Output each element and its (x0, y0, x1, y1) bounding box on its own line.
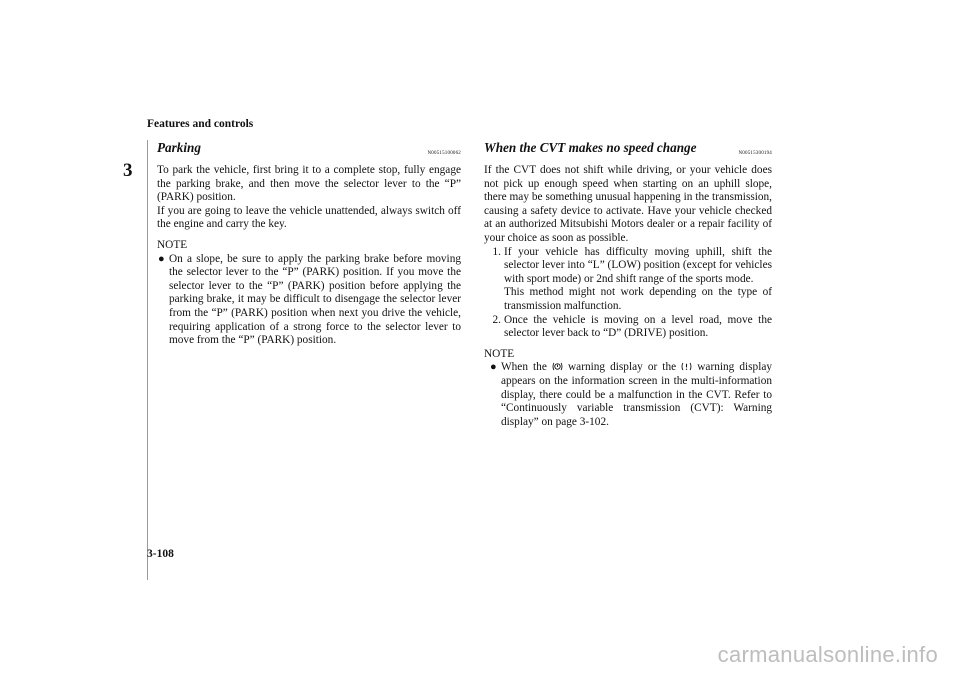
bullet-icon: ● (158, 252, 165, 265)
step-number: 2. (492, 313, 501, 326)
parking-title: Parking (157, 140, 201, 155)
step-extra-text: This method might not work depending on the type of transmission malfunction. (504, 286, 772, 312)
bullet-icon: ● (490, 361, 497, 374)
parking-section (157, 141, 461, 348)
note-bullet-item (484, 361, 772, 429)
chapter-tab-number: 3 (123, 160, 133, 181)
page-number: 3-108 (147, 548, 174, 560)
sidebar-divider (147, 140, 148, 580)
step-text: If your vehicle has difficulty moving uphill, shift the selector lever into “L” (LOW) position (except for vehicles with sport mode) or 2nd shift range of the sports mode. (504, 245, 772, 285)
parking-heading (157, 141, 461, 155)
parking-paragraph-2: If you are going to leave the vehicle unattended, always switch off the engine and carry the key. (157, 204, 461, 231)
cvt-steps (484, 246, 772, 341)
transmission-warning-icon (552, 362, 563, 371)
list-item (484, 246, 772, 314)
parking-note (157, 239, 461, 348)
parking-code: N00515100062 (427, 151, 461, 156)
cvt-section (484, 141, 772, 429)
cvt-note (484, 348, 772, 430)
note-bullet-item (157, 253, 461, 348)
note-text-part-1: When the (501, 361, 547, 374)
step-text: Once the vehicle is moving on a level road, move the selector lever back to “D” (DRIVE) position. (504, 313, 772, 340)
note-label: NOTE (157, 238, 188, 251)
section-header: Features and controls (147, 118, 254, 130)
note-text-part-3: warning display appears on the information screen in the multi-information display, there could be a malfunction in the CVT. Refer to “Continuously variable transmission (CVT): Warning display” on page 3-102. (501, 361, 772, 428)
note-text-part-2: warning display or the (568, 361, 677, 374)
note-label: NOTE (484, 347, 515, 360)
cvt-title: When the CVT makes no speed change (484, 140, 697, 155)
watermark: carmanualsonline.info (717, 642, 938, 667)
transmission-warning-icon-alt (681, 362, 692, 371)
list-item (484, 314, 772, 341)
cvt-code: N00515300194 (738, 151, 772, 156)
parking-paragraph-1: To park the vehicle, first bring it to a complete stop, fully engage the parking brake, and then move the selector lever to the “P” (PARK) position. (157, 164, 461, 204)
note-bullet-text: On a slope, be sure to apply the parking brake before moving the selector lever to the “P” (PARK) position. If you move the selector lever to the “P” (PARK) position before applying the parking brake, it may be difficult to disengage the selector lever from the “P” (PARK) position when next you drive the vehicle, requiring application of a strong force to the selector lever to move from the “P” (PARK) position. (169, 252, 461, 347)
cvt-intro: If the CVT does not shift while driving, or your vehicle does not pick up enough speed when starting on an uphill slope, there may be something unusual happening in the transmission, causing a safety device to activate. Have your vehicle checked at an authorized Mitsubishi Motors dealer or a repair facility of your choice as soon as possible. (484, 164, 772, 244)
cvt-heading (484, 141, 772, 155)
step-number: 1. (492, 245, 501, 258)
